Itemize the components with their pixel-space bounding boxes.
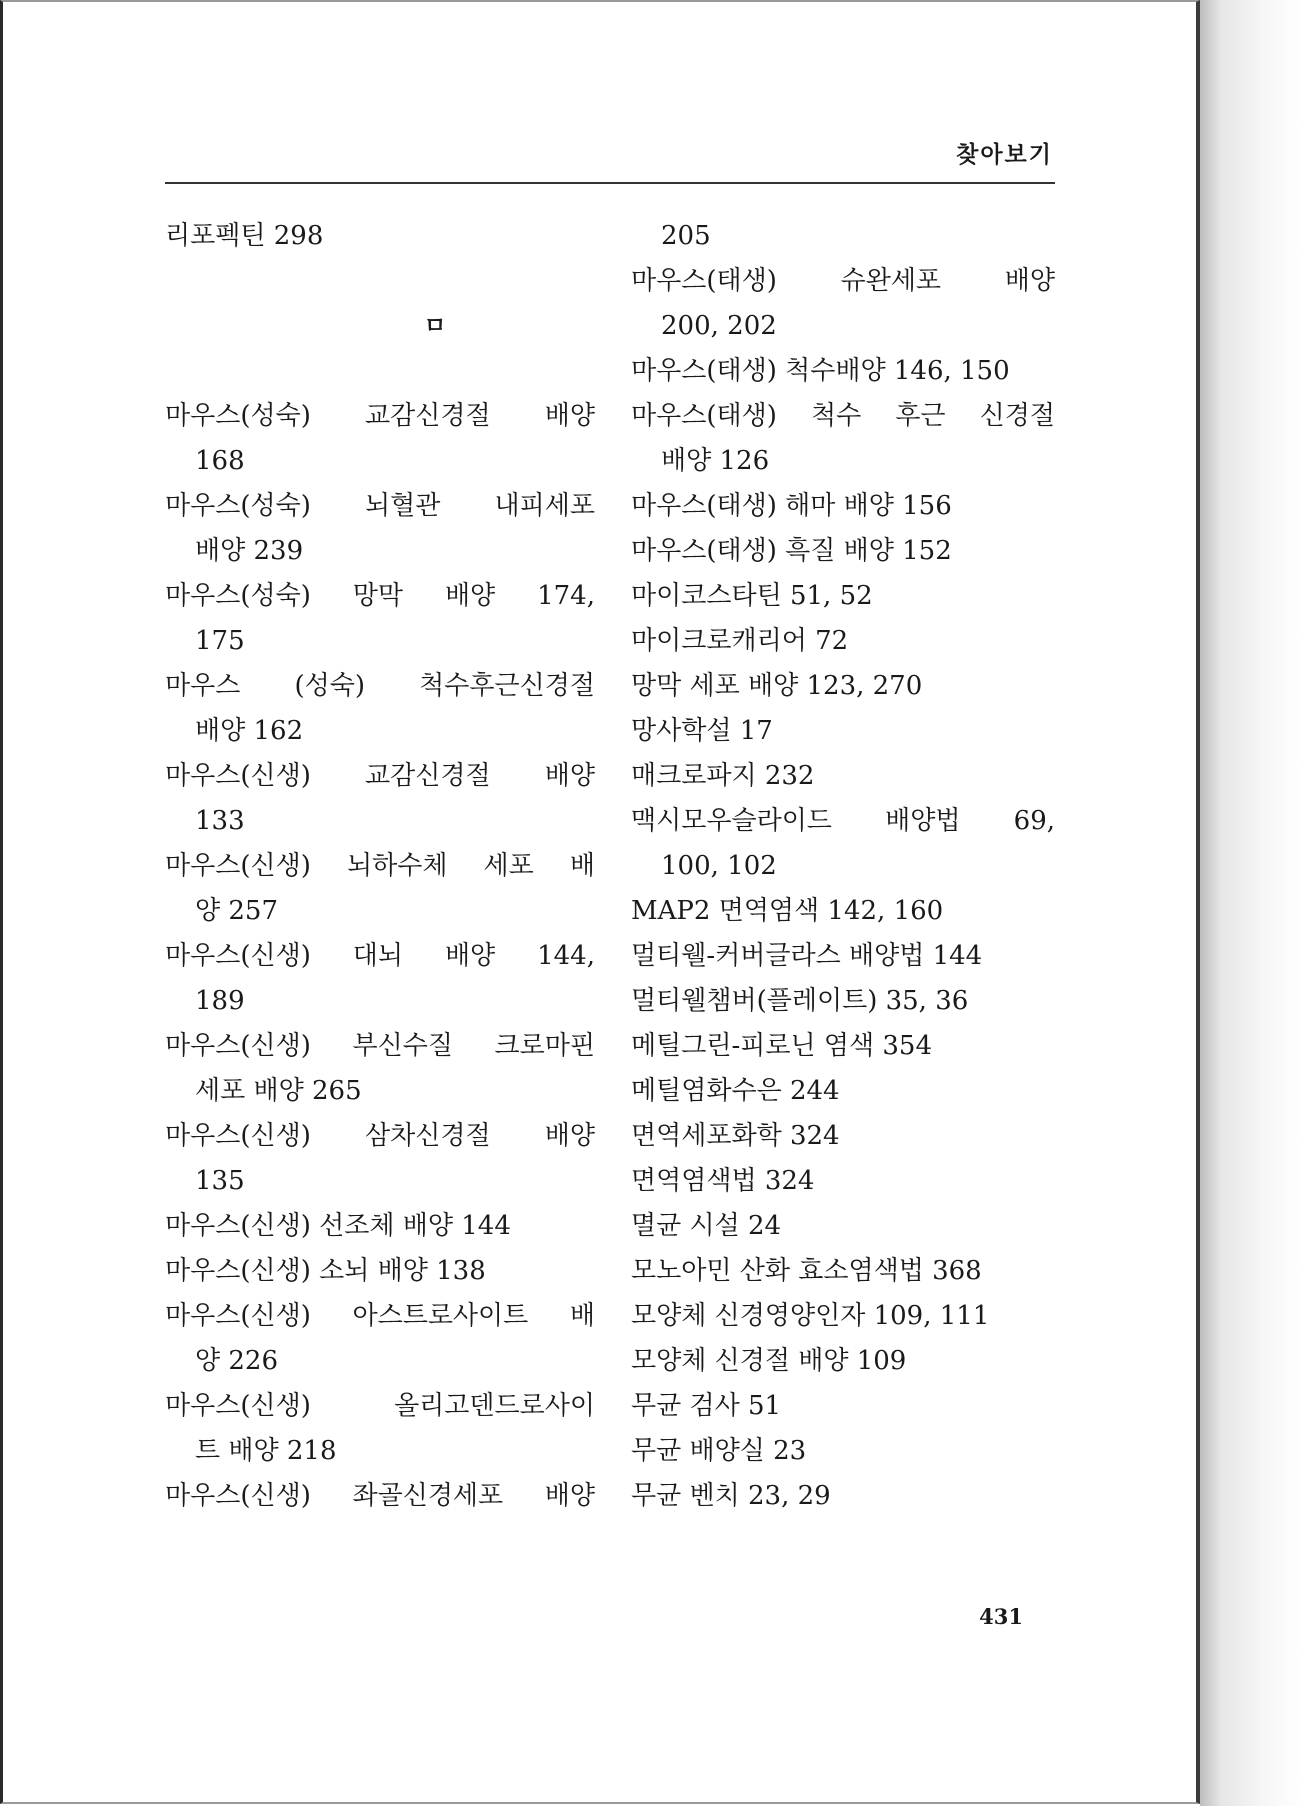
- index-entry-line: 마우스(태생) 척수배양 146, 150: [631, 356, 1010, 386]
- page-number: 431: [979, 1604, 1023, 1629]
- index-entry-line: 멸균 시설 24: [631, 1211, 782, 1241]
- index-entry-line: 마우스(성숙) 뇌혈관 내피세포: [165, 491, 595, 521]
- index-entry-line: 멀티웰-커버글라스 배양법 144: [631, 941, 983, 971]
- index-entry-line: 리포펙틴 298: [165, 221, 324, 251]
- index-entry-line: 마우스(신생) 좌골신경세포 배양: [165, 1481, 595, 1511]
- index-entry-line: 양 226: [195, 1346, 279, 1376]
- index-entry-line: 배양 162: [195, 716, 304, 746]
- index-entry-line: 마우스(신생) 소뇌 배양 138: [165, 1256, 486, 1286]
- index-entry-line: 면역염색법 324: [631, 1166, 815, 1196]
- index-entry-line: 마우스(신생) 대뇌 배양 144,: [165, 941, 595, 971]
- index-entry-line: 마이크로캐리어 72: [631, 626, 849, 656]
- index-entry-line: 무균 검사 51: [631, 1391, 782, 1421]
- index-entry-line: 마우스(신생) 부신수질 크로마핀: [165, 1031, 595, 1061]
- index-entry-line: 마우스(신생) 올리고덴드로사이: [165, 1391, 595, 1421]
- index-entry-line: 189: [195, 986, 245, 1016]
- index-entry-line: 마우스(태생) 슈완세포 배양: [631, 266, 1055, 296]
- index-entry-line: 200, 202: [661, 311, 777, 341]
- index-entry-line: 망막 세포 배양 123, 270: [631, 671, 923, 701]
- index-entry-line: 배양 239: [195, 536, 304, 566]
- index-entry-line: 멀티웰챔버(플레이트) 35, 36: [631, 986, 969, 1016]
- header-rule: [165, 182, 1055, 184]
- index-entry-line: 무균 배양실 23: [631, 1436, 807, 1466]
- index-entry-line: 메틸염화수은 244: [631, 1076, 840, 1106]
- index-entry-line: 135: [195, 1166, 245, 1196]
- index-entry-line: 무균 벤치 23, 29: [631, 1481, 831, 1511]
- index-entry-line: 마우스(신생) 삼차신경절 배양: [165, 1121, 595, 1151]
- index-entry-line: 모양체 신경영양인자 109, 111: [631, 1301, 990, 1331]
- running-head: 찾아보기: [956, 142, 1053, 168]
- index-entry-line: 마이코스타틴 51, 52: [631, 581, 873, 611]
- index-section-letter: ㅁ: [423, 313, 447, 339]
- index-entry-line: 마우스(태생) 척수 후근 신경절: [631, 401, 1055, 431]
- index-entry-line: 마우스(성숙) 망막 배양 174,: [165, 581, 595, 611]
- blank-line: [165, 349, 595, 394]
- index-entry-line: 133: [195, 806, 245, 836]
- index-entry-line: 마우스 (성숙) 척수후근신경절: [165, 671, 595, 701]
- index-entry-line: 마우스(신생) 아스트로사이트 배: [165, 1301, 595, 1331]
- page-edge-shadow: [1200, 0, 1304, 1806]
- index-column-right: [631, 214, 1055, 1519]
- index-entry-line: 168: [195, 446, 245, 476]
- blank-line: [165, 259, 595, 304]
- index-entry-line: 트 배양 218: [195, 1436, 337, 1466]
- index-entry-line: 면역세포화학 324: [631, 1121, 840, 1151]
- index-entry-line: 마우스(성숙) 교감신경절 배양: [165, 401, 595, 431]
- index-entry-line: 마우스(태생) 해마 배양 156: [631, 491, 952, 521]
- index-column-left: [165, 214, 595, 1519]
- index-entry-line: 175: [195, 626, 245, 656]
- index-entry-line: 메틸그린-피로닌 염색 354: [631, 1031, 932, 1061]
- index-entry-line: 마우스(신생) 교감신경절 배양: [165, 761, 595, 791]
- index-entry-line: 205: [661, 221, 711, 251]
- index-entry-line: 모노아민 산화 효소염색법 368: [631, 1256, 982, 1286]
- index-entry-line: MAP2 면역염색 142, 160: [631, 896, 944, 926]
- index-entry-line: 마우스(신생) 선조체 배양 144: [165, 1211, 511, 1241]
- index-entry-line: 매크로파지 232: [631, 761, 815, 791]
- index-entry-line: 망사학설 17: [631, 716, 773, 746]
- index-entry-line: 마우스(태생) 흑질 배양 152: [631, 536, 952, 566]
- index-entry-line: 마우스(신생) 뇌하수체 세포 배: [165, 851, 595, 881]
- index-entry-line: 모양체 신경절 배양 109: [631, 1346, 907, 1376]
- index-entry-line: 세포 배양 265: [195, 1076, 362, 1106]
- index-entry-line: 양 257: [195, 896, 279, 926]
- index-entry-line: 배양 126: [661, 446, 770, 476]
- index-entry-line: 맥시모우슬라이드 배양법 69,: [631, 806, 1055, 836]
- index-entry-line: 100, 102: [661, 851, 777, 881]
